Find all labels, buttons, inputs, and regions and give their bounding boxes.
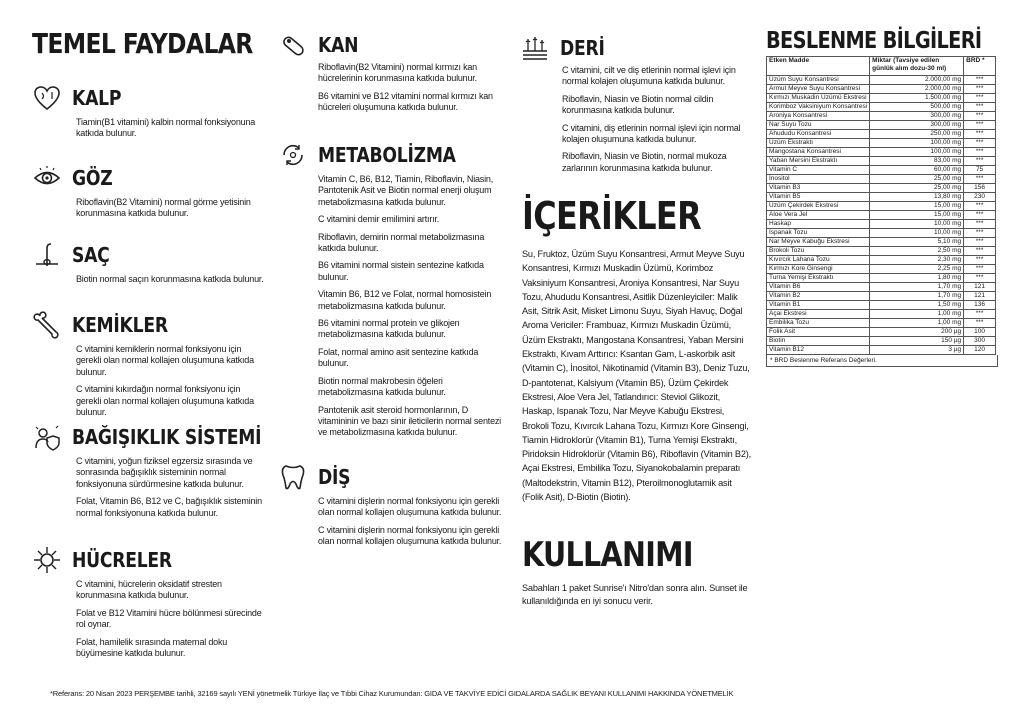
- kalp-section: [32, 83, 264, 146]
- row-amount: 10,00 mg: [870, 220, 964, 229]
- table-row: [767, 283, 996, 292]
- row-brd: 75: [964, 166, 996, 175]
- row-amount: 1,70 mg: [870, 283, 964, 292]
- row-ingredient: Biotin: [767, 337, 870, 346]
- table-row: [767, 121, 996, 130]
- row-amount: 1,80 mg: [870, 274, 964, 283]
- table-row: [767, 238, 996, 247]
- kullanimi-text: Sabahları 1 paket Sunrise'ı Nitro'dan sonra alın. Sunset ile kullanıldığında en iyi sonucu verir.: [522, 583, 748, 606]
- row-amount: 25,00 mg: [870, 175, 964, 184]
- table-row: [767, 211, 996, 220]
- row-brd: ***: [964, 121, 996, 130]
- skin-layers-icon: [520, 33, 550, 63]
- row-ingredient: Vitamin C: [767, 166, 870, 175]
- row-brd: ***: [964, 157, 996, 166]
- row-brd: ***: [964, 103, 996, 112]
- row-amount: 25,00 mg: [870, 184, 964, 193]
- row-amount: 3 µg: [870, 346, 964, 355]
- row-amount: 1,70 mg: [870, 292, 964, 301]
- row-amount: 83,00 mg: [870, 157, 964, 166]
- bagisiklik-section: [32, 422, 264, 525]
- hucreler-text-3: Folat, hamilelik sırasında maternal doku büyümesine katkıda bulunur.: [76, 636, 228, 659]
- tooth-icon: [278, 462, 308, 492]
- row-amount: 15,00 mg: [870, 202, 964, 211]
- kemikler-text-2: C vitamini kıkırdağın normal fonksiyonu için gerekli olan normal kollajen oluşumuna katkıda bulunur.: [76, 384, 254, 418]
- row-ingredient: Nar Meyve Kabuğu Ekstresi: [767, 238, 870, 247]
- row-brd: 156: [964, 184, 996, 193]
- hucreler-text-2: Folat ve B12 Vitamini hücre bölünmesi sürecinde rol oynar.: [76, 607, 262, 630]
- deri-text-2: Riboflavin, Niasin ve Biotin normal cildin korunmasına katkıda bulunur.: [562, 93, 714, 116]
- row-brd: ***: [964, 274, 996, 283]
- table-row: [767, 247, 996, 256]
- table-row: [767, 175, 996, 184]
- sac-section: [32, 240, 264, 291]
- row-ingredient: Kırmızı Muskadin Üzümü Ekstresi: [767, 94, 870, 103]
- hucreler-title: HÜCRELER: [72, 548, 172, 572]
- dis-section: [278, 462, 506, 554]
- row-ingredient: Armut Meyve Suyu Konsantresi: [767, 85, 870, 94]
- row-brd: 230: [964, 193, 996, 202]
- table-row: [767, 157, 996, 166]
- row-brd: ***: [964, 85, 996, 94]
- kullanimi-title: KULLANIMI: [522, 535, 693, 575]
- row-amount: 1,00 mg: [870, 310, 964, 319]
- kemikler-section: [32, 310, 264, 424]
- row-brd: ***: [964, 130, 996, 139]
- metabolizma-text-8: Biotin normal makrobesin öğeleri metabolizmasına katkıda bulunur.: [318, 375, 446, 398]
- hucreler-section: [32, 545, 264, 665]
- table-row: [767, 319, 996, 328]
- row-amount: 5,10 mg: [870, 238, 964, 247]
- row-amount: 1,00 mg: [870, 319, 964, 328]
- kan-title: KAN: [318, 33, 359, 57]
- beslenme-section: [766, 30, 1022, 53]
- row-brd: ***: [964, 202, 996, 211]
- table-row: [767, 292, 996, 301]
- row-brd: ***: [964, 148, 996, 157]
- row-amount: 2.000,00 mg: [870, 76, 964, 85]
- table-row: [767, 148, 996, 157]
- table-row: [767, 94, 996, 103]
- table-row: [767, 328, 996, 337]
- row-brd: ***: [964, 112, 996, 121]
- row-brd: ***: [964, 220, 996, 229]
- row-brd: ***: [964, 256, 996, 265]
- table-row: [767, 166, 996, 175]
- table-row: [767, 112, 996, 121]
- row-ingredient: Üzüm Ekstraktı: [767, 139, 870, 148]
- kalp-text: Tiamin(B1 vitamini) kalbin normal fonksiyonuna katkıda bulunur.: [76, 117, 256, 139]
- row-amount: 1,50 mg: [870, 301, 964, 310]
- bagisiklik-title: BAĞIŞIKLIK SİSTEMİ: [72, 425, 262, 449]
- row-ingredient: Vitamin B2: [767, 292, 870, 301]
- sac-text: Biotin normal saçın korunmasına katkıda bulunur.: [76, 274, 264, 284]
- deri-title: DERİ: [560, 36, 605, 60]
- deri-text-1: C vitamini, cilt ve diş etlerinin normal işlevi için normal kolajen oluşumuna katkıda bulunur.: [562, 65, 736, 87]
- row-amount: 60,00 mg: [870, 166, 964, 175]
- table-row: [767, 220, 996, 229]
- row-amount: 2,25 mg: [870, 265, 964, 274]
- table-body: [767, 76, 996, 355]
- kullanimi-section: [522, 535, 752, 614]
- row-ingredient: Vitamin B6: [767, 283, 870, 292]
- row-ingredient: Ahududu Konsantresi: [767, 130, 870, 139]
- table-row: [767, 76, 996, 85]
- row-ingredient: Vitamin B1: [767, 301, 870, 310]
- goz-title: GÖZ: [72, 166, 113, 190]
- table-row: [767, 310, 996, 319]
- goz-text: Riboflavin(B2 Vitamini) normal görme yetisinin korunmasına katkıda bulunur.: [76, 197, 251, 219]
- footnote-reference: *Referans: 20 Nisan 2023 PERŞEMBE tarihli, 32169 sayılı YENİ yönetmelik Türkiye İlaç ve Tıbbi Cihaz Kurumundan: GIDA VE TAKVİYE EDİCİ GIDALARDA SAĞLIK BEYANI KULLANIMI HAKKINDA YÖNETMELİK: [50, 689, 734, 698]
- row-ingredient: Brokoli Tozu: [767, 247, 870, 256]
- row-brd: ***: [964, 229, 996, 238]
- heart-icon: [32, 83, 62, 113]
- table-row: [767, 337, 996, 346]
- row-ingredient: Aloe Vera Jel: [767, 211, 870, 220]
- nutrition-table: [766, 56, 996, 355]
- row-brd: ***: [964, 310, 996, 319]
- row-ingredient: Mangostana Konsantresi: [767, 148, 870, 157]
- row-amount: 2,50 mg: [870, 247, 964, 256]
- row-amount: 300,00 mg: [870, 112, 964, 121]
- deri-section: [520, 33, 752, 180]
- row-brd: ***: [964, 175, 996, 184]
- table-row: [767, 184, 996, 193]
- table-row: [767, 346, 996, 355]
- row-amount: 100,00 mg: [870, 148, 964, 157]
- table-row: [767, 193, 996, 202]
- row-amount: 200 µg: [870, 328, 964, 337]
- metabolizma-text-5: Vitamin B6, B12 ve Folat, normal homosistein metabolizmasına katkıda bulunur.: [318, 289, 492, 311]
- row-amount: 300,00 mg: [870, 121, 964, 130]
- row-brd: ***: [964, 265, 996, 274]
- table-row: [767, 103, 996, 112]
- row-ingredient: Açai Ekstresi: [767, 310, 870, 319]
- metabolizma-section: [278, 140, 506, 445]
- row-amount: 13,80 mg: [870, 193, 964, 202]
- row-ingredient: Aroniya Konsantresi: [767, 112, 870, 121]
- hucreler-text-1: C vitamini, hücrelerin oksidatif stresten korunmasına katkıda bulunur.: [76, 579, 222, 601]
- eye-icon: [32, 163, 62, 193]
- kan-text-2: B6 vitamini ve B12 vitamini normal kırmızı kan hücreleri oluşumuna katkıda bulunur.: [318, 90, 493, 113]
- metabolizma-text-7: Folat, normal amino asit sentezine katkıda bulunur.: [318, 346, 479, 369]
- row-ingredient: Turna Yemişi Ekstraktı: [767, 274, 870, 283]
- row-ingredient: Yaban Mersini Ekstraktı: [767, 157, 870, 166]
- kemikler-text-1: C vitamini kemiklerin normal fonksiyonu için gerekli olan normal kollajen oluşumuna katkıda bulunur.: [76, 344, 254, 377]
- row-amount: 15,00 mg: [870, 211, 964, 220]
- bone-icon: [32, 310, 62, 340]
- row-amount: 100,00 mg: [870, 139, 964, 148]
- row-amount: 250,00 mg: [870, 130, 964, 139]
- row-ingredient: İnositol: [767, 175, 870, 184]
- dis-text-1: C vitamini dişlerin normal fonksiyonu için gerekli olan normal kollajen oluşumuna katkıda bulunur.: [318, 496, 502, 518]
- row-brd: 136: [964, 301, 996, 310]
- table-header-row: [767, 57, 996, 76]
- dis-title: DİŞ: [318, 465, 351, 489]
- row-ingredient: Kıvırcık Lahana Tozu: [767, 256, 870, 265]
- table-row: [767, 139, 996, 148]
- immune-shield-icon: [32, 422, 62, 452]
- beslenme-title: BESLENME BİLGİLERİ: [766, 28, 982, 54]
- cell-icon: [32, 545, 62, 575]
- hair-icon: [32, 240, 62, 270]
- metabolizma-text-4: B6 vitamini normal sistein sentezine katkıda bulunur.: [318, 260, 484, 282]
- row-brd: ***: [964, 211, 996, 220]
- metabolism-cycle-icon: [278, 140, 308, 170]
- row-amount: 500,00 mg: [870, 103, 964, 112]
- row-amount: 2,30 mg: [870, 256, 964, 265]
- kemikler-title: KEMİKLER: [72, 313, 168, 337]
- row-ingredient: Vitamin B5: [767, 193, 870, 202]
- deri-text-4: Riboflavin, Niasin ve Biotin, normal mukoza zarlarının korunmasına katkıda bulunur.: [562, 151, 727, 173]
- nutrition-table-wrap: [766, 56, 998, 367]
- table-row: [767, 85, 996, 94]
- row-brd: ***: [964, 319, 996, 328]
- row-ingredient: Nar Suyu Tozu: [767, 121, 870, 130]
- table-row: [767, 265, 996, 274]
- goz-section: [32, 163, 264, 226]
- row-ingredient: Korimboz Vaksiniyum Konsantresi: [767, 103, 870, 112]
- metabolizma-text-6: B6 vitamini normal protein ve glikojen metabolizmasına katkıda bulunur.: [318, 318, 460, 340]
- header-miktar: Miktar (Tavsiye edilen günlük alım dozu-30 ml): [870, 57, 964, 76]
- icerikler-text: Su, Fruktoz, Üzüm Suyu Konsantresi, Armut Meyve Suyu Konsantresi, Kırmızı Muskadin Üzümü, Korimboz Vaksiniyum Konsantresi, Aroniya Konsantresi, Nar Suyu Tozu, Ahududu Konsantresi, Asitlik Düzenleyiciler: Malik Asit, Sitrik Asit, Misket Limonu Suyu, Siyah Havuç, Doğal Aroma Vericiler: Frambuaz, Kırmızı Muskadin Üzümü, Üzüm Ekstraktı, Mangostana Konsantresi, Yaban Mersini Ekstraktı, Kıvam Arttırıcı: Ksantan Gam, L-askorbik asit (Vitamin C), İnositol, Nikotinamid (Vitamin B3), Deniz Tuzu, D-pantotenat, Kalsiyum (Vitamin B5), Üzüm Çekirdek Ekstresi, Aloe Vera Jel, Tatlandırıcı: Steviol Glikozit, Haskap, Ispanak Tozu, Nar Meyve Kabuğu Ekstresi, Brokoli Tozu, Kıvırcık Lahana Tozu, Kırmızı Kore Ginsengi, Tiamin Hidroklorür (Vitamin B1), Turna Yemişi Ekstraktı, Piridoksin Hidroklorür (Vitamin B6), Riboflavin (Vitamin B2), Açai Ekstresi, Embilika Tozu, Siyanokobalamin preparatı (Maltodekstrin, Vitamin B12), Pteroilmonoglutamik asit (Folik Asit), D-Biotin (Biotin).: [522, 249, 751, 503]
- table-row: [767, 229, 996, 238]
- row-brd: 300: [964, 337, 996, 346]
- temel-faydalar-title: TEMEL FAYDALAR: [32, 27, 253, 60]
- header-brd: BRD *: [964, 57, 996, 76]
- icerikler-title: İÇERİKLER: [522, 194, 701, 238]
- row-ingredient: Embilika Tozu: [767, 319, 870, 328]
- bagisiklik-text-2: Folat, Vitamin B6, B12 ve C, bağışıklık sisteminin normal fonksiyonuna katkıda bulunur.: [76, 496, 262, 518]
- kan-section: [278, 30, 506, 120]
- table-row: [767, 130, 996, 139]
- row-brd: ***: [964, 139, 996, 148]
- row-amount: 2.000,00 mg: [870, 85, 964, 94]
- row-ingredient: Üzüm Suyu Konsantresi: [767, 76, 870, 85]
- metabolizma-text-1: Vitamin C, B6, B12, Tiamin, Riboflavin, Niasin, Pantotenik Asit ve Biotin normal enerji oluşum metabolizmasına katkıda bulunur.: [318, 174, 494, 207]
- row-brd: ***: [964, 238, 996, 247]
- temel-faydalar-section: [32, 27, 295, 60]
- row-ingredient: Üzüm Çekirdek Ekstresi: [767, 202, 870, 211]
- metabolizma-text-9: Pantotenik asit steroid hormonlarının, D vitamininin ve bazı sinir ileticilerin normal sentezi ve metabolizmasına katkıda bulunur.: [318, 404, 501, 438]
- row-brd: ***: [964, 76, 996, 85]
- row-ingredient: Ispanak Tozu: [767, 229, 870, 238]
- metabolizma-text-2: C vitamini demir emilimini artırır.: [318, 214, 440, 225]
- row-amount: 150 µg: [870, 337, 964, 346]
- row-brd: ***: [964, 94, 996, 103]
- row-ingredient: Folik Asit: [767, 328, 870, 337]
- table-row: [767, 256, 996, 265]
- row-amount: 10,00 mg: [870, 229, 964, 238]
- kan-text-1: Riboflavin(B2 Vitamini) normal kırmızı kan hücrelerinin korunmasına katkıda bulunur.: [318, 62, 477, 84]
- row-brd: 120: [964, 346, 996, 355]
- header-etken: Etken Madde: [767, 57, 870, 76]
- row-brd: 121: [964, 292, 996, 301]
- sac-title: SAÇ: [72, 243, 110, 267]
- row-brd: 100: [964, 328, 996, 337]
- row-ingredient: Vitamin B3: [767, 184, 870, 193]
- table-row: [767, 202, 996, 211]
- table-row: [767, 301, 996, 310]
- row-ingredient: Vitamin B12: [767, 346, 870, 355]
- brd-note: * BRD Beslenme Referans Değerleri.: [766, 355, 998, 367]
- metabolizma-text-3: Riboflavin, demirin normal metabolizmasına katkıda bulunur.: [318, 231, 485, 254]
- metabolizma-title: METABOLİZMA: [318, 143, 456, 167]
- table-row: [767, 274, 996, 283]
- kalp-title: KALP: [72, 86, 122, 110]
- row-amount: 1.500,00 mg: [870, 94, 964, 103]
- row-ingredient: Kırmızı Kore Ginsengi: [767, 265, 870, 274]
- bagisiklik-text-1: C vitamini, yoğun fiziksel egzersiz sırasında ve sonrasında bağışıklık sisteminin normal fonksiyonuna sürdürmesine katkıda bulunur.: [76, 456, 253, 489]
- deri-text-3: C vitamini, diş etlerinin normal işlevi için normal kolajen oluşumuna katkıda bulunur.: [562, 122, 741, 145]
- row-ingredient: Haskap: [767, 220, 870, 229]
- row-brd: 121: [964, 283, 996, 292]
- blood-tube-icon: [278, 30, 308, 60]
- icerikler-section: [522, 194, 752, 510]
- row-brd: ***: [964, 247, 996, 256]
- dis-text-2: C vitamini dişlerin normal fonksiyonu için gerekli olan normal kollajen oluşumuna katkıda bulunur.: [318, 524, 502, 547]
